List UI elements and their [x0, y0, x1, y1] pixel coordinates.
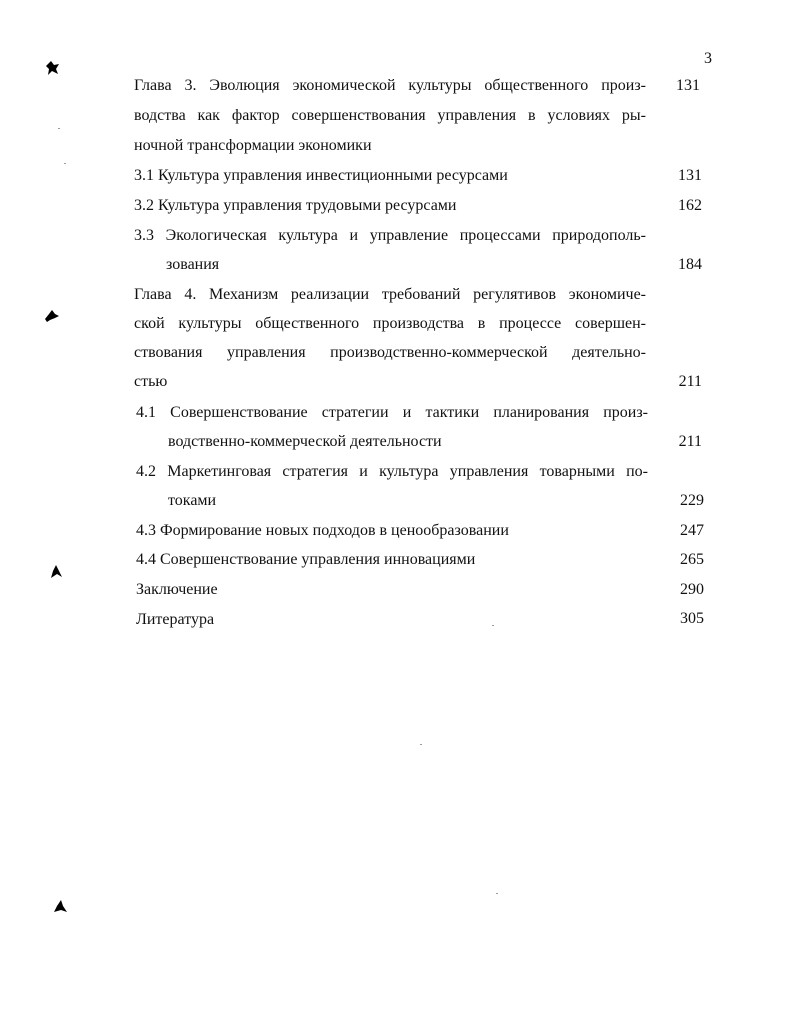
toc-line: зования: [166, 256, 220, 273]
toc-line: Глава 4. Механизм реализации требований регулятивов экономиче-: [134, 286, 646, 303]
binding-mark-icon: [44, 60, 60, 76]
toc-line: водственно-коммерческой деятельности: [168, 433, 442, 450]
toc-line: стью: [134, 373, 168, 390]
binding-mark-icon: [52, 898, 68, 914]
scan-speck: [64, 163, 66, 164]
scan-speck: [496, 893, 498, 894]
binding-mark-icon: [48, 564, 64, 580]
toc-line: водства как фактор совершенствования управления в условиях ры-: [134, 107, 646, 124]
toc-page-number: 211: [678, 433, 702, 450]
page-number: 3: [704, 50, 712, 67]
toc-line: ствования управления производственно-коммерческой деятельно-: [134, 344, 646, 361]
toc-line: ночной трансформации экономики: [134, 137, 372, 154]
scan-speck: [492, 625, 494, 626]
toc-page-number: 131: [678, 167, 702, 184]
toc-page-number: 229: [680, 492, 704, 509]
toc-line: ской культуры общественного производства в процессе совершен-: [134, 315, 646, 332]
toc-page-number: 162: [678, 197, 702, 214]
toc-line: токами: [168, 492, 217, 509]
scan-speck: [58, 128, 60, 129]
toc-line: 4.1 Совершенствование стратегии и тактики планирования произ-: [136, 404, 648, 421]
toc-page-number: 305: [680, 610, 704, 627]
toc-line: 4.4 Совершенствование управления инновациями: [136, 551, 476, 568]
toc-page-number: 131: [676, 77, 700, 94]
toc-page-number: 211: [678, 373, 702, 390]
binding-mark-icon: [44, 308, 60, 324]
toc-line: Заключение: [136, 581, 218, 598]
toc-line: 4.3 Формирование новых подходов в ценообразовании: [136, 522, 509, 539]
toc-line: 4.2 Маркетинговая стратегия и культура управления товарными по-: [136, 463, 648, 480]
toc-page-number: 290: [680, 581, 704, 598]
toc-line: 3.2 Культура управления трудовыми ресурсами: [134, 197, 457, 214]
toc-page-number: 247: [680, 522, 704, 539]
toc-line: 3.1 Культура управления инвестиционными ресурсами: [134, 167, 508, 184]
toc-page-number: 265: [680, 551, 704, 568]
toc-line: Литература: [136, 611, 215, 628]
scan-speck: [420, 744, 422, 745]
toc-line: Глава 3. Эволюция экономической культуры общественного произ-: [134, 77, 646, 94]
toc-line: 3.3 Экологическая культура и управление процессами природополь-: [134, 227, 646, 244]
toc-page-number: 184: [678, 256, 702, 273]
